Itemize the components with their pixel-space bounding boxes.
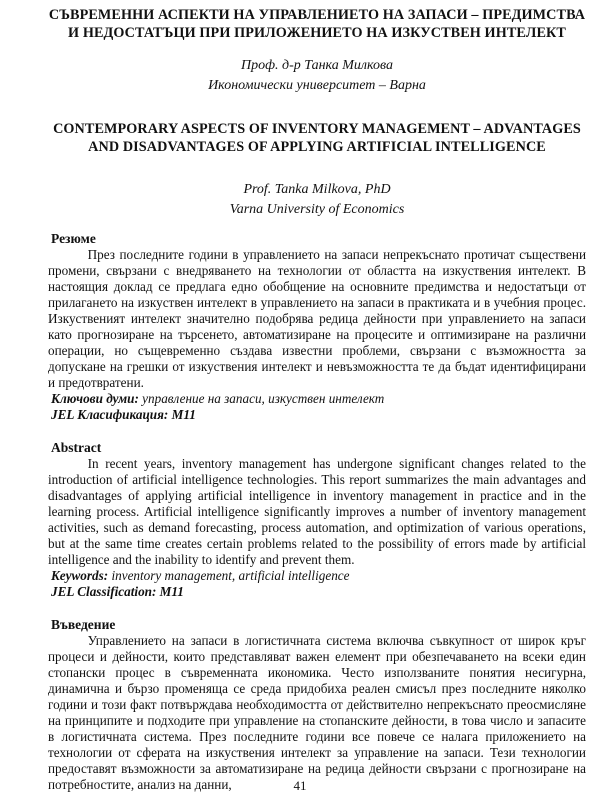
author-block-english (48, 180, 586, 220)
author-affiliation-bulgarian: Икономически университет – Варна (208, 78, 426, 93)
author-name-english: Prof. Tanka Milkova, PhD (243, 182, 391, 197)
title-english: CONTEMPORARY ASPECTS OF INVENTORY MANAGEMENT – ADVANTAGES AND DISADVANTAGES OF APPLYING ARTIFICIAL INTELLIGENCE (53, 121, 581, 155)
page-number: 41 (293, 778, 307, 793)
introduction-text: Управлението на запаси в логистичната система включва съвкупност от широк кръг процеси и дейности, които представляват важен елемент при обезпечаването на всеки един стопански процес в съвременната икономика. Често използваните понятия несигурна, динамична и бързо променяща се среда придобиха реален смисъл през последните няколко години и този факт потвърждава необходимостта от действително непрекъснато преосмисляне на принципите и подходите при управление на стопанските дейности, в това число и запасите в логистичната система. През последните години все повече се налага приложението на технологии от сферата на изкуствения интелект за управление на запаси. Тези технологии предоставят възможности за автоматизиране на редица дейности свързани с прогнозиране на потребностите, анализ на данни, (48, 633, 586, 792)
keywords-value-bulgarian: управление на запаси, изкуствен интелект (142, 391, 385, 406)
author-name-bulgarian: Проф. д-р Танка Милкова (241, 58, 393, 73)
keywords-line-english (48, 568, 586, 584)
author-affiliation-english: Varna University of Economics (229, 202, 405, 217)
summary-heading: Резюме (51, 231, 96, 246)
title-bulgarian: СЪВРЕМЕННИ АСПЕКТИ НА УПРАВЛЕНИЕТО НА ЗАПАСИ – ПРЕДИМСТВА И НЕДОСТАТЪЦИ ПРИ ПРИЛОЖЕНИЕТО НА ИЗКУСТВЕН ИНТЕЛЕКТ (48, 7, 586, 41)
summary-text: През последните години в управлението на запаси непрекъснато протичат съществени промени, свързани с внедряването на технологии от областта на изкуствения интелект. В настоящия доклад се предлага едно обобщение на основните предимства и недостатъци от прилагането на изкуствен интелект в управлението на запаси в практиката и в учебния процес. Изкуственият интелект значително подобрява редица дейности при управлението на запаси като прогнозиране на търсенето, автоматизиране на процесите и оптимизиране на различни операции, но същевременно създава известни проблеми, свързани с възможността за допускане на грешки от изкуствения интелект и невъзможността те да бъдат идентифицирани и предотвратени. (48, 247, 586, 390)
keywords-line-bulgarian (48, 391, 586, 407)
author-block-bulgarian (48, 56, 586, 96)
keywords-label-bulgarian: Ключови думи: (51, 391, 139, 406)
abstract-heading: Abstract (51, 440, 102, 455)
abstract-text: In recent years, inventory management has undergone significant changes related to the introduction of artificial intelligence technologies. This report summarizes the main advantages and disadvantages of applying artificial intelligence in inventory management in practice and in the learning process. Artificial intelligence significantly improves a number of inventory management activities, such as demand forecasting, process automation, and optimization of various operations, but at the same time creates certain problems related to the possibility of errors made by artificial intelligence and the inability to identify and prevent them. (48, 456, 586, 567)
jel-classification-english: JEL Classification: M11 (51, 584, 184, 599)
keywords-value-english: inventory management, artificial intelligence (111, 568, 350, 583)
introduction-heading: Въведение (51, 617, 116, 632)
keywords-label-english: Keywords: (51, 568, 109, 583)
jel-classification-bulgarian: JEL Класификация: М11 (51, 407, 196, 422)
